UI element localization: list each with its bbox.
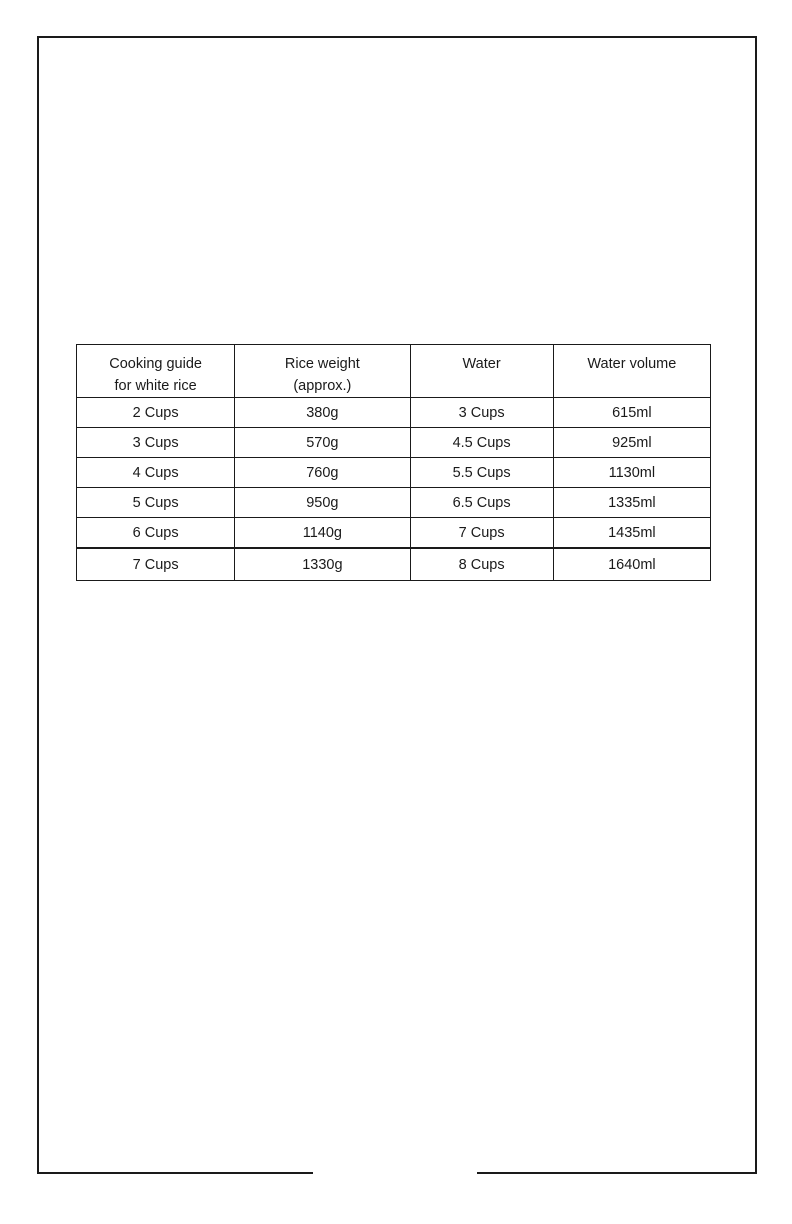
header-text: for white rice (114, 378, 197, 394)
cell-rice-cups: 4 Cups (77, 458, 235, 488)
table-row (77, 488, 711, 518)
cell-rice-cups: 5 Cups (77, 488, 235, 518)
header-text: Cooking guide (109, 356, 202, 372)
header-text: Water volume (587, 356, 677, 372)
page-border-bottom-right (477, 1172, 757, 1174)
cell-rice-cups: 6 Cups (77, 518, 235, 549)
header-rice-weight (235, 345, 410, 398)
cell-water: 6.5 Cups (410, 488, 553, 518)
cell-rice-weight: 760g (235, 458, 410, 488)
header-water-volume (553, 345, 710, 398)
cell-water-volume: 1130ml (553, 458, 710, 488)
cell-rice-cups: 7 Cups (77, 548, 235, 581)
header-text: (approx.) (293, 378, 352, 394)
header-water (410, 345, 553, 398)
cell-rice-cups: 3 Cups (77, 428, 235, 458)
cell-water-volume: 1435ml (553, 518, 710, 549)
cell-water: 4.5 Cups (410, 428, 553, 458)
cell-water: 8 Cups (410, 548, 553, 581)
page-border-top (37, 36, 757, 38)
table-row (77, 458, 711, 488)
rice-cooking-guide-table (76, 344, 711, 581)
page-border-right (755, 36, 757, 1174)
cell-water-volume: 615ml (553, 398, 710, 428)
cell-rice-weight: 1330g (235, 548, 410, 581)
cell-water: 5.5 Cups (410, 458, 553, 488)
cell-rice-weight: 380g (235, 398, 410, 428)
cell-water-volume: 1335ml (553, 488, 710, 518)
header-text: Water (462, 356, 501, 372)
cell-rice-weight: 1140g (235, 518, 410, 549)
table-header-row (77, 345, 711, 398)
cell-rice-cups: 2 Cups (77, 398, 235, 428)
cell-water-volume: 1640ml (553, 548, 710, 581)
cell-water: 3 Cups (410, 398, 553, 428)
cell-rice-weight: 950g (235, 488, 410, 518)
page-border-left (37, 36, 39, 1174)
table-row (77, 428, 711, 458)
cell-water-volume: 925ml (553, 428, 710, 458)
table-row (77, 548, 711, 581)
table-row (77, 518, 711, 549)
cell-rice-weight: 570g (235, 428, 410, 458)
header-cooking-guide (77, 345, 235, 398)
page-border-bottom-left (37, 1172, 313, 1174)
header-text: Rice weight (284, 356, 360, 372)
table-row (77, 398, 711, 428)
cell-water: 7 Cups (410, 518, 553, 549)
